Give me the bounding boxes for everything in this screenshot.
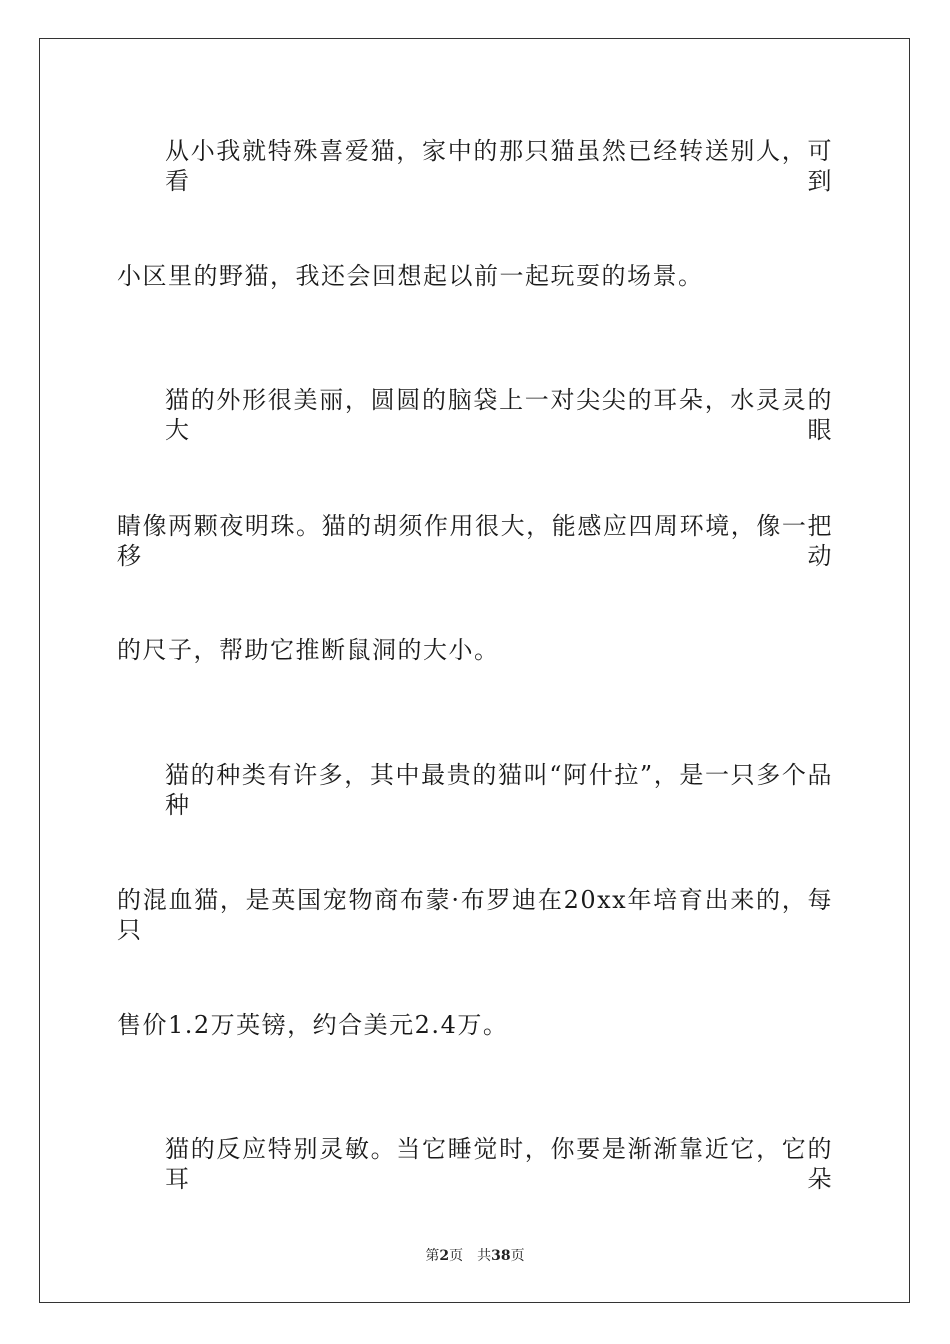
page-footer	[0, 1247, 950, 1265]
footer-total-suffix: 页	[510, 1248, 525, 1264]
footer-page-current: 2	[439, 1248, 450, 1264]
footer-page-suffix: 页	[449, 1248, 464, 1264]
footer-page-prefix: 第	[425, 1248, 440, 1264]
paragraph-2-line-3: 的尺子，帮助它推断鼠洞的大小。	[117, 636, 500, 664]
paragraph-1-line-1: 从小我就特殊喜爱猫，家中的那只猫虽然已经转送别人，可看到	[165, 137, 833, 195]
page-border	[39, 38, 910, 1303]
paragraph-2-line-2: 睛像两颗夜明珠。猫的胡须作用很大，能感应四周环境，像一把移动	[117, 512, 833, 570]
paragraph-1-line-2: 小区里的野猫，我还会回想起以前一起玩耍的场景。	[117, 262, 704, 290]
paragraph-3-line-1: 猫的种类有许多，其中最贵的猫叫“阿什拉”，是一只多个品种	[165, 761, 833, 819]
paragraph-4-line-1: 猫的反应特别灵敏。当它睡觉时，你要是渐渐靠近它，它的耳朵	[165, 1135, 833, 1193]
paragraph-3-line-2: 的混血猫，是英国宠物商布蒙·布罗迪在20xx年培育出来的，每只	[117, 886, 833, 944]
footer-page-total: 38	[491, 1248, 511, 1264]
paragraph-2-line-1: 猫的外形很美丽，圆圆的脑袋上一对尖尖的耳朵，水灵灵的大眼	[165, 386, 833, 444]
footer-total-prefix: 共	[477, 1248, 492, 1264]
paragraph-3-line-3: 售价1.2万英镑，约合美元2.4万。	[117, 1011, 509, 1039]
